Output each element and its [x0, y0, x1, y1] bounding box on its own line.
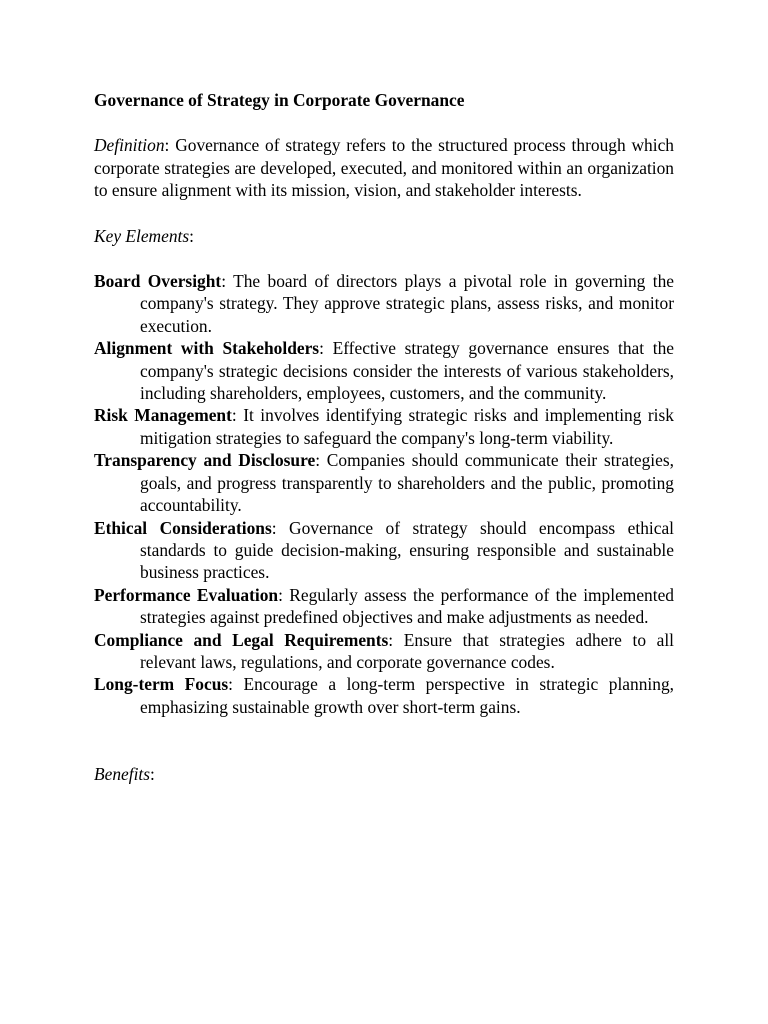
- key-elements-heading: [94, 225, 674, 247]
- key-elements-list: [94, 270, 674, 718]
- list-item: [94, 337, 674, 404]
- list-item: [94, 404, 674, 449]
- element-text: : It involves identifying strategic risks and implementing risk mitigation strategies to safeguard the company's long-term viability.: [140, 405, 674, 448]
- benefits-suffix: :: [150, 764, 155, 785]
- element-text: : Regularly assess the performance of the implemented strategies against predefined objectives and make adjustments as needed.: [140, 584, 674, 628]
- definition-paragraph: [94, 134, 674, 201]
- definition-label: Definition: [94, 135, 165, 156]
- element-term: Ethical Considerations: [94, 517, 272, 538]
- element-text: : Encourage a long-term perspective in strategic planning, emphasizing sustainable growth over short-term gains.: [140, 674, 674, 717]
- key-elements-label: Key Elements: [94, 225, 190, 246]
- definition-text: : Governance of strategy refers to the structured process through which corporate strategies are developed, executed, and monitored within an organization to ensure alignment with its mission, vision, and stakeholder interests.: [94, 135, 674, 201]
- element-term: Performance Evaluation: [94, 584, 279, 605]
- benefits-label: Benefits: [94, 764, 151, 785]
- element-term: Transparency and Disclosure: [94, 450, 316, 471]
- element-term: Long-term Focus: [94, 674, 229, 695]
- key-elements-suffix: :: [189, 225, 194, 246]
- element-term: Risk Management: [94, 405, 232, 426]
- element-text: : The board of directors plays a pivotal role in governing the company's strategy. They approve strategic plans, assess risks, and monitor execution.: [140, 271, 674, 336]
- document-title: Governance of Strategy in Corporate Governance: [94, 90, 465, 110]
- element-term: Board Oversight: [94, 271, 222, 292]
- list-item: [94, 517, 674, 584]
- element-text: : Effective strategy governance ensures that the company's strategic decisions consider the interests of various stakeholders, including shareholders, employees, customers, and the community.: [140, 338, 674, 404]
- list-item: [94, 584, 674, 629]
- benefits-heading: [94, 763, 674, 785]
- element-term: Alignment with Stakeholders: [94, 338, 320, 359]
- element-text: : Ensure that strategies adhere to all relevant laws, regulations, and corporate governance codes.: [140, 629, 674, 672]
- list-item: [94, 629, 674, 674]
- list-item: [94, 449, 674, 516]
- list-item: [94, 673, 674, 718]
- element-text: : Governance of strategy should encompass ethical standards to guide decision-making, ensuring responsible and sustainable business practices.: [140, 517, 675, 583]
- list-item: [94, 270, 674, 337]
- document-page: [94, 89, 674, 786]
- element-text: : Companies should communicate their strategies, goals, and progress transparently to shareholders and the public, promoting accountability.: [140, 450, 674, 516]
- element-term: Compliance and Legal Requirements: [94, 629, 389, 650]
